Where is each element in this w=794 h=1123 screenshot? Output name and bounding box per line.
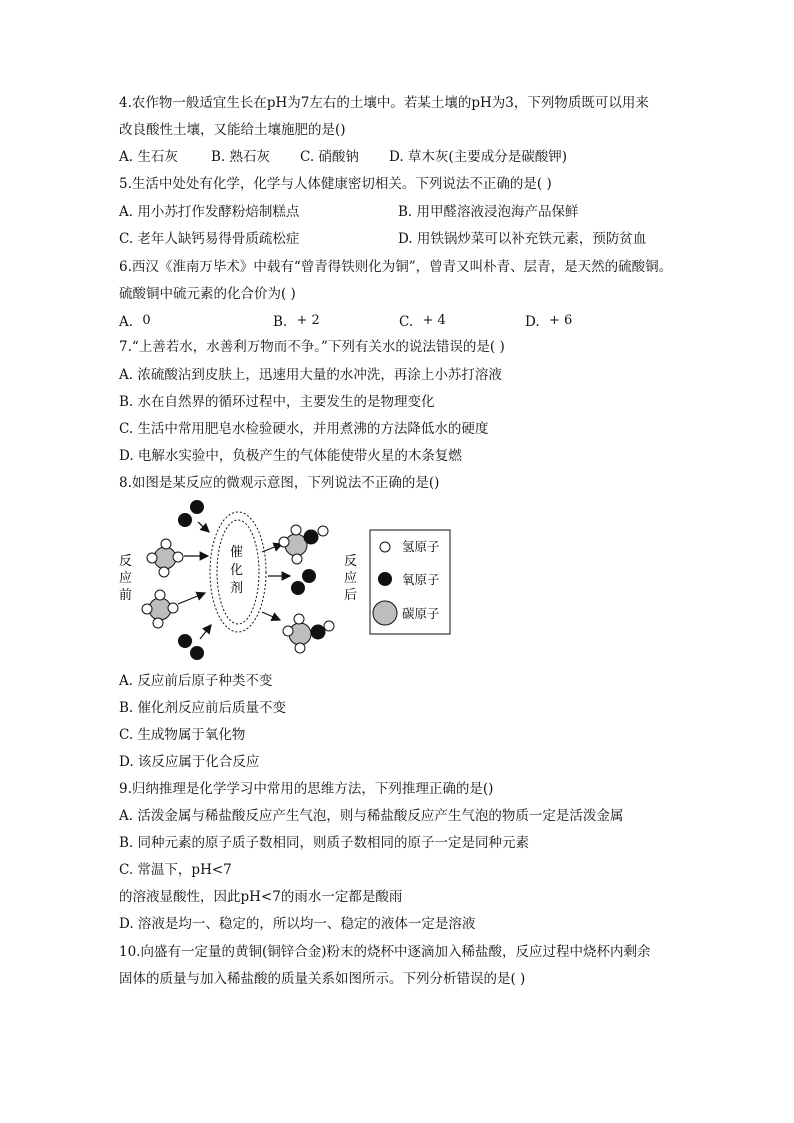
catalyst-label-1: 催 [230,545,244,560]
q8-option-b: B. 催化剂反应前后质量不变 [119,700,287,716]
product-molecule-bottom [283,614,334,653]
q6-option-a-value: 0 [142,313,151,328]
q6-option-b [273,312,320,331]
oxygen-molecule-bottom [178,634,204,660]
product-molecule-top [279,525,328,564]
legend-hydrogen: 氢原子 [402,539,440,554]
q5-option-c: C. 老年人缺钙易得骨质疏松症 [119,231,300,247]
after-label-2: 应 [344,571,358,586]
q7-option-d: D. 电解水实验中，负极产生的气体能使带火星的木条复燃 [119,448,462,464]
q6-option-d [525,312,572,331]
after-label-3: 后 [344,588,358,603]
q10-stem-line1: 10.向盛有一定量的黄铜(铜锌合金)粉末的烧杯中逐滴加入稀盐酸，反应过程中烧杯内剩余 [119,944,651,960]
q4-option-a: A. 生石灰 [119,149,178,165]
q5-stem: 5.生活中处处有化学，化学与人体健康密切相关。下列说法不正确的是( ) [119,176,552,192]
q6-option-c-letter: C. [399,314,414,330]
q5-option-d: D. 用铁锅炒菜可以补充铁元素，预防贫血 [398,231,647,247]
q10-stem-line2: 固体的质量与加入稀盐酸的质量关系如图所示。下列分析错误的是( ) [119,971,526,987]
q4-stem-line1: 4.农作物一般适宜生长在pH为7左右的土壤中。若某土壤的pH为3，下列物质既可以用来 [119,95,649,111]
before-label-3: 前 [119,588,133,603]
q5-option-b: B. 用甲醛溶液浸泡海产品保鲜 [398,204,579,220]
q4-stem-line2: 改良酸性土壤，又能给土壤施肥的是() [119,122,346,138]
methane-molecule-top [147,539,183,577]
reaction-micro-diagram [112,500,457,665]
q6-option-c [399,312,446,331]
q8-option-c: C. 生成物属于氧化物 [119,727,246,743]
q7-option-b: B. 水在自然界的循环过程中，主要发生的是物理变化 [119,394,435,410]
q5-option-a: A. 用小苏打作发酵粉焙制糕点 [119,204,300,220]
legend-oxygen: 氧原子 [402,572,440,587]
q9-option-a: A. 活泼金属与稀盐酸反应产生气泡，则与稀盐酸反应产生气泡的物质一定是活泼金属 [119,808,624,824]
q6-option-a [119,312,151,331]
q6-option-d-letter: D. [525,314,540,330]
q6-stem-line1: 6.西汉《淮南万毕术》中载有“曾青得铁则化为铜”，曾青又叫朴青、层青，是天然的硫酸铜。 [119,259,673,275]
q6-option-b-value: + 2 [296,313,320,328]
q9-option-d: D. 溶液是均一、稳定的，所以均一、稳定的液体一定是溶液 [119,916,476,932]
before-label-1: 反 [119,554,133,569]
methane-molecule-bottom [142,590,178,628]
q7-option-c: C. 生活中常用肥皂水检验硬水，并用煮沸的方法降低水的硬度 [119,421,489,437]
q9-option-c: C. 常温下，pH<7 [119,862,232,878]
q6-option-c-value: + 4 [422,313,446,328]
q9-option-c-continued: 的溶液显酸性，因此pH<7的雨水一定都是酸雨 [119,889,403,905]
catalyst-label-2: 化 [230,563,244,578]
q9-stem: 9.归纳推理是化学学习中常用的思维方法，下列推理正确的是() [119,781,494,797]
q6-option-d-value: + 6 [548,313,573,328]
q7-stem: 7.“上善若水，水善利万物而不争。”下列有关水的说法错误的是( ) [119,339,505,355]
before-label-2: 应 [119,571,133,586]
catalyst-label-3: 剂 [230,581,244,596]
q7-option-a: A. 浓硫酸沾到皮肤上，迅速用大量的水冲洗，再涂上小苏打溶液 [119,367,502,383]
legend-carbon: 碳原子 [402,606,440,621]
after-label-1: 反 [344,554,358,569]
q6-option-b-letter: B. [273,314,288,330]
q6-option-a-letter: A. [119,314,134,330]
q9-option-b: B. 同种元素的原子质子数相同，则质子数相同的原子一定是同种元素 [119,835,530,851]
q6-stem-line2: 硫酸铜中硫元素的化合价为( ) [119,286,296,302]
q8-option-d: D. 该反应属于化合反应 [119,754,260,770]
q4-option-b: B. 熟石灰 [211,149,271,165]
q4-option-d: D. 草木灰(主要成分是碳酸钾) [389,149,567,165]
q4-option-c: C. 硝酸钠 [300,149,359,165]
product-oxygen-molecule [291,569,316,595]
q8-stem: 8.如图是某反应的微观示意图，下列说法不正确的是() [119,475,440,491]
oxygen-molecule-top [178,500,204,527]
q8-option-a: A. 反应前后原子种类不变 [119,673,273,689]
